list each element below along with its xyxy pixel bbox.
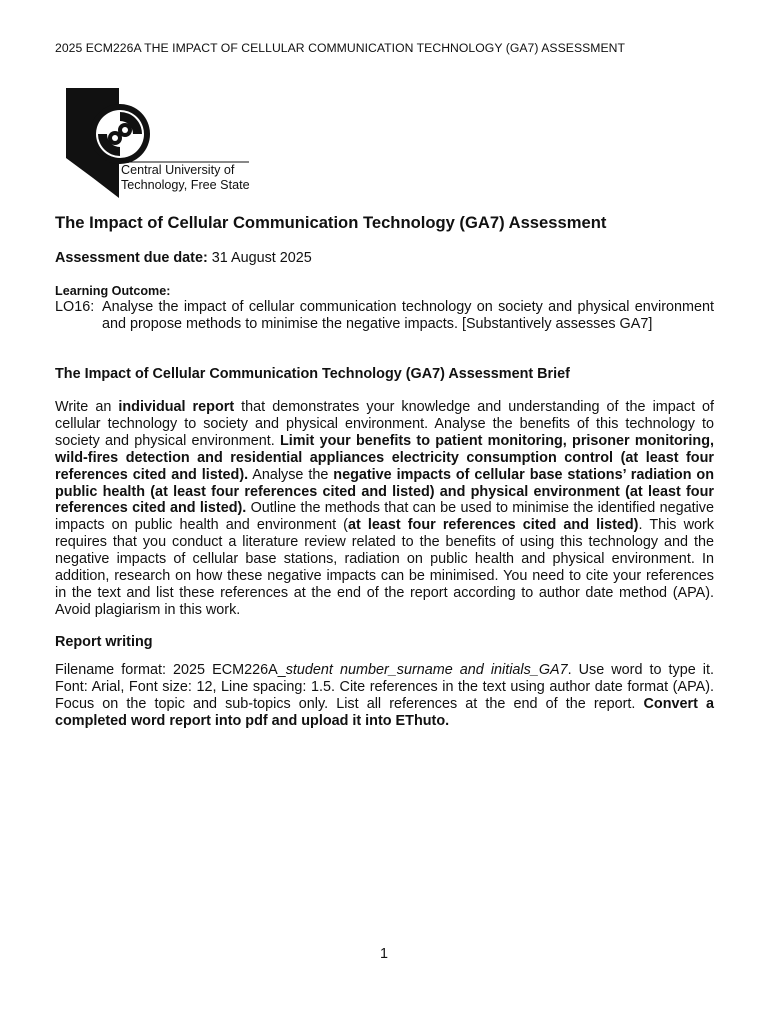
university-name-line1: Central University of: [121, 163, 235, 177]
due-date: [55, 250, 312, 266]
university-name: [121, 163, 250, 193]
learning-outcome: [55, 299, 714, 332]
report-bold-1: Convert a completed word report into pdf and upload it into EThuto.: [55, 695, 715, 729]
brief-heading: The Impact of Cellular Communication Technology (GA7) Assessment Brief: [55, 366, 570, 382]
due-date-value: 31 August 2025: [207, 250, 312, 266]
running-header: 2025 ECM226A THE IMPACT OF CELLULAR COMMUNICATION TECHNOLOGY (GA7) ASSESSMENT: [55, 41, 626, 55]
report-text-2: . Use word to type it. Font: Arial, Font size: 12, Line spacing: 1.5. Cite references in the text using author date format (APA). Focus on the topic and sub-topics only. List all references at the end of the report.: [55, 662, 714, 712]
brief-text-5: . This work requires that you conduct a literature review related to the benefits of using this technology and the negative impacts of cellular base stations, radiation on public health and physical environment. In addition, research on how these negative impacts can be minimised. You need to cite your references in the text and list these references at the end of the report according to author date method (APA). Avoid plagiarism in this work.: [55, 517, 714, 618]
document-title: The Impact of Cellular Communication Technology (GA7) Assessment: [55, 213, 607, 232]
brief-bold-2: Limit your benefits to patient monitoring, prisoner monitoring, wild-fires detection and residential appliances electricity consumption control (at least four references cited and listed).: [55, 432, 714, 483]
brief-bold-1: individual report: [118, 399, 235, 415]
report-writing-heading: Report writing: [55, 634, 153, 650]
report-writing-paragraph: [55, 662, 714, 730]
report-text-1: Filename format: 2025 ECM226A_: [55, 662, 286, 678]
brief-bold-3: negative impacts of cellular base stations’ radiation on public health (at least four references cited and listed) and physical environment (at least four references cited and listed).: [55, 466, 714, 517]
brief-bold-4: at least four references cited and listed): [347, 517, 639, 534]
brief-text-1: Write an: [55, 399, 119, 415]
brief-paragraph: [55, 399, 714, 619]
learning-outcome-code: LO16:: [55, 299, 95, 315]
brief-text-2: that demonstrates your knowledge and understanding of the impact of cellular technology to society and physical environment. Analyse the benefits of this technology to society and physical environment.: [55, 399, 714, 449]
brief-text-3: Analyse the: [248, 466, 334, 483]
report-italic-1: student number_surname and initials_GA7: [285, 662, 568, 678]
due-date-label: Assessment due date:: [55, 250, 208, 266]
page-number: 1: [379, 946, 388, 962]
university-name-line2: Technology, Free State: [121, 178, 250, 192]
learning-outcome-text: Analyse the impact of cellular communication technology on society and physical environment and propose methods to minimise the negative impacts. [Substantively assesses GA7]: [102, 299, 714, 332]
learning-outcome-heading: Learning Outcome:: [55, 284, 171, 298]
brief-text-4: Outline the methods that can be used to minimise the identified negative impacts on public health and environment (: [55, 500, 714, 534]
